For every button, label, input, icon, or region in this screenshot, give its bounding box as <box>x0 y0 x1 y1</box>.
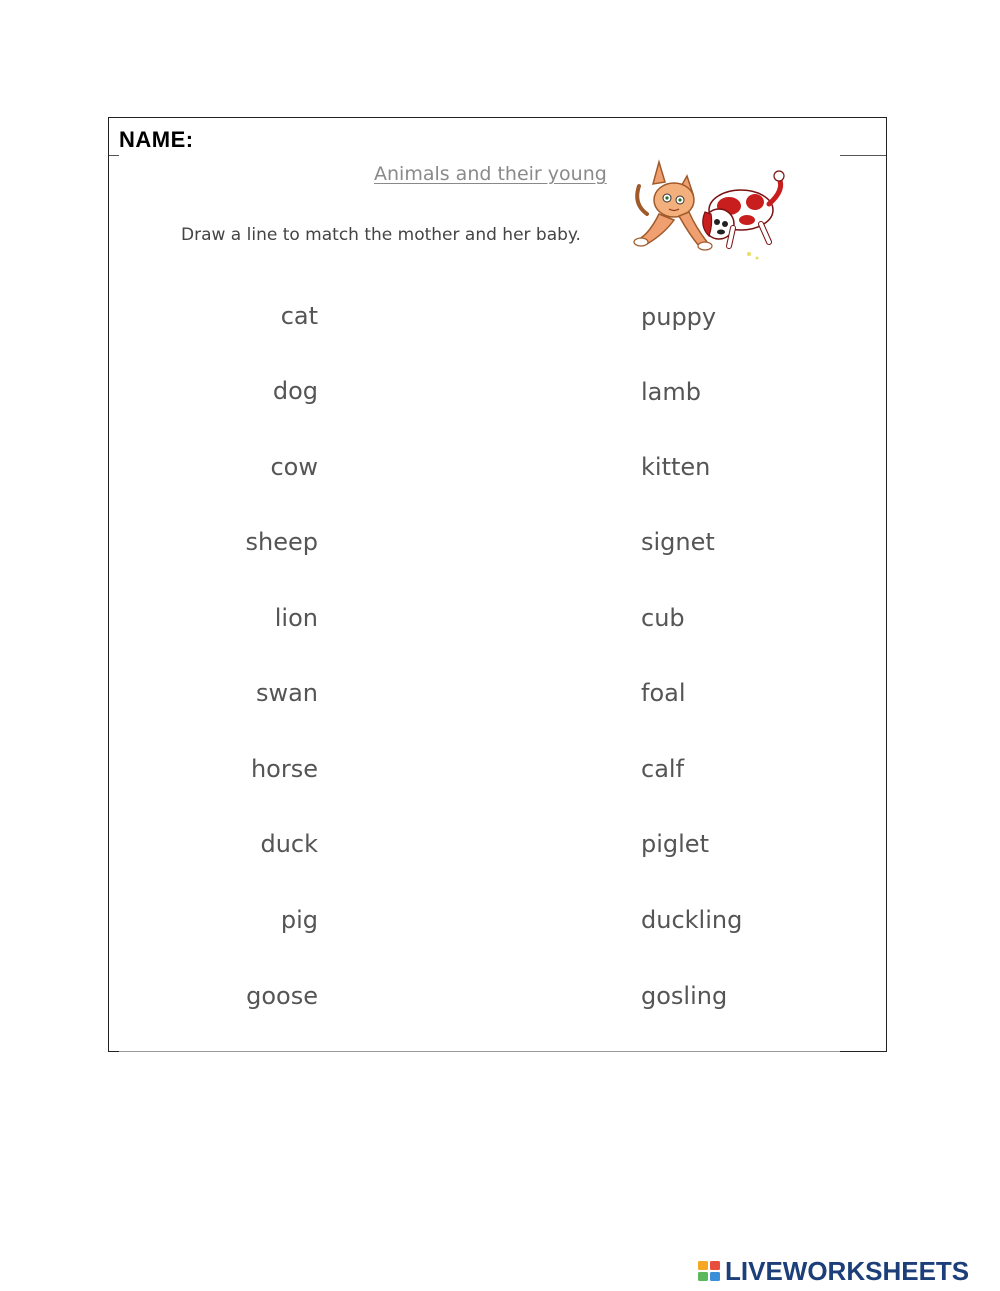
divider <box>840 155 886 156</box>
divider <box>109 155 119 156</box>
baby-word: foal <box>641 679 686 707</box>
mother-word: dog <box>272 377 318 405</box>
baby-word: lamb <box>641 378 701 406</box>
baby-word: kitten <box>641 453 711 481</box>
mother-word: sheep <box>245 528 318 556</box>
liveworksheets-logo[interactable] <box>697 1255 969 1287</box>
mother-word: goose <box>246 982 318 1010</box>
baby-word: signet <box>641 528 715 556</box>
baby-word: piglet <box>641 830 709 858</box>
baby-word: puppy <box>641 303 717 331</box>
mother-word: pig <box>280 906 318 934</box>
mother-word: cat <box>280 302 318 330</box>
baby-word: gosling <box>641 982 728 1010</box>
divider <box>119 1051 840 1052</box>
mother-word: duck <box>260 830 318 858</box>
mother-word: lion <box>274 604 318 632</box>
baby-word: cub <box>641 604 685 632</box>
baby-word: duckling <box>641 906 743 934</box>
worksheet-title: Animals and their young <box>374 163 607 185</box>
mother-word: swan <box>255 679 318 707</box>
worksheet-frame <box>108 117 887 1052</box>
mother-word: cow <box>270 453 318 481</box>
logo-text: LIVEWORKSHEETS <box>725 1255 970 1286</box>
name-label: NAME: <box>119 127 194 152</box>
instructions: Draw a line to match the mother and her baby. <box>181 225 581 245</box>
cartoon-cat-and-dog-icon <box>629 154 794 264</box>
baby-word: calf <box>641 755 685 783</box>
liveworksheets-logo-icon <box>697 1259 721 1283</box>
mother-word: horse <box>250 755 318 783</box>
